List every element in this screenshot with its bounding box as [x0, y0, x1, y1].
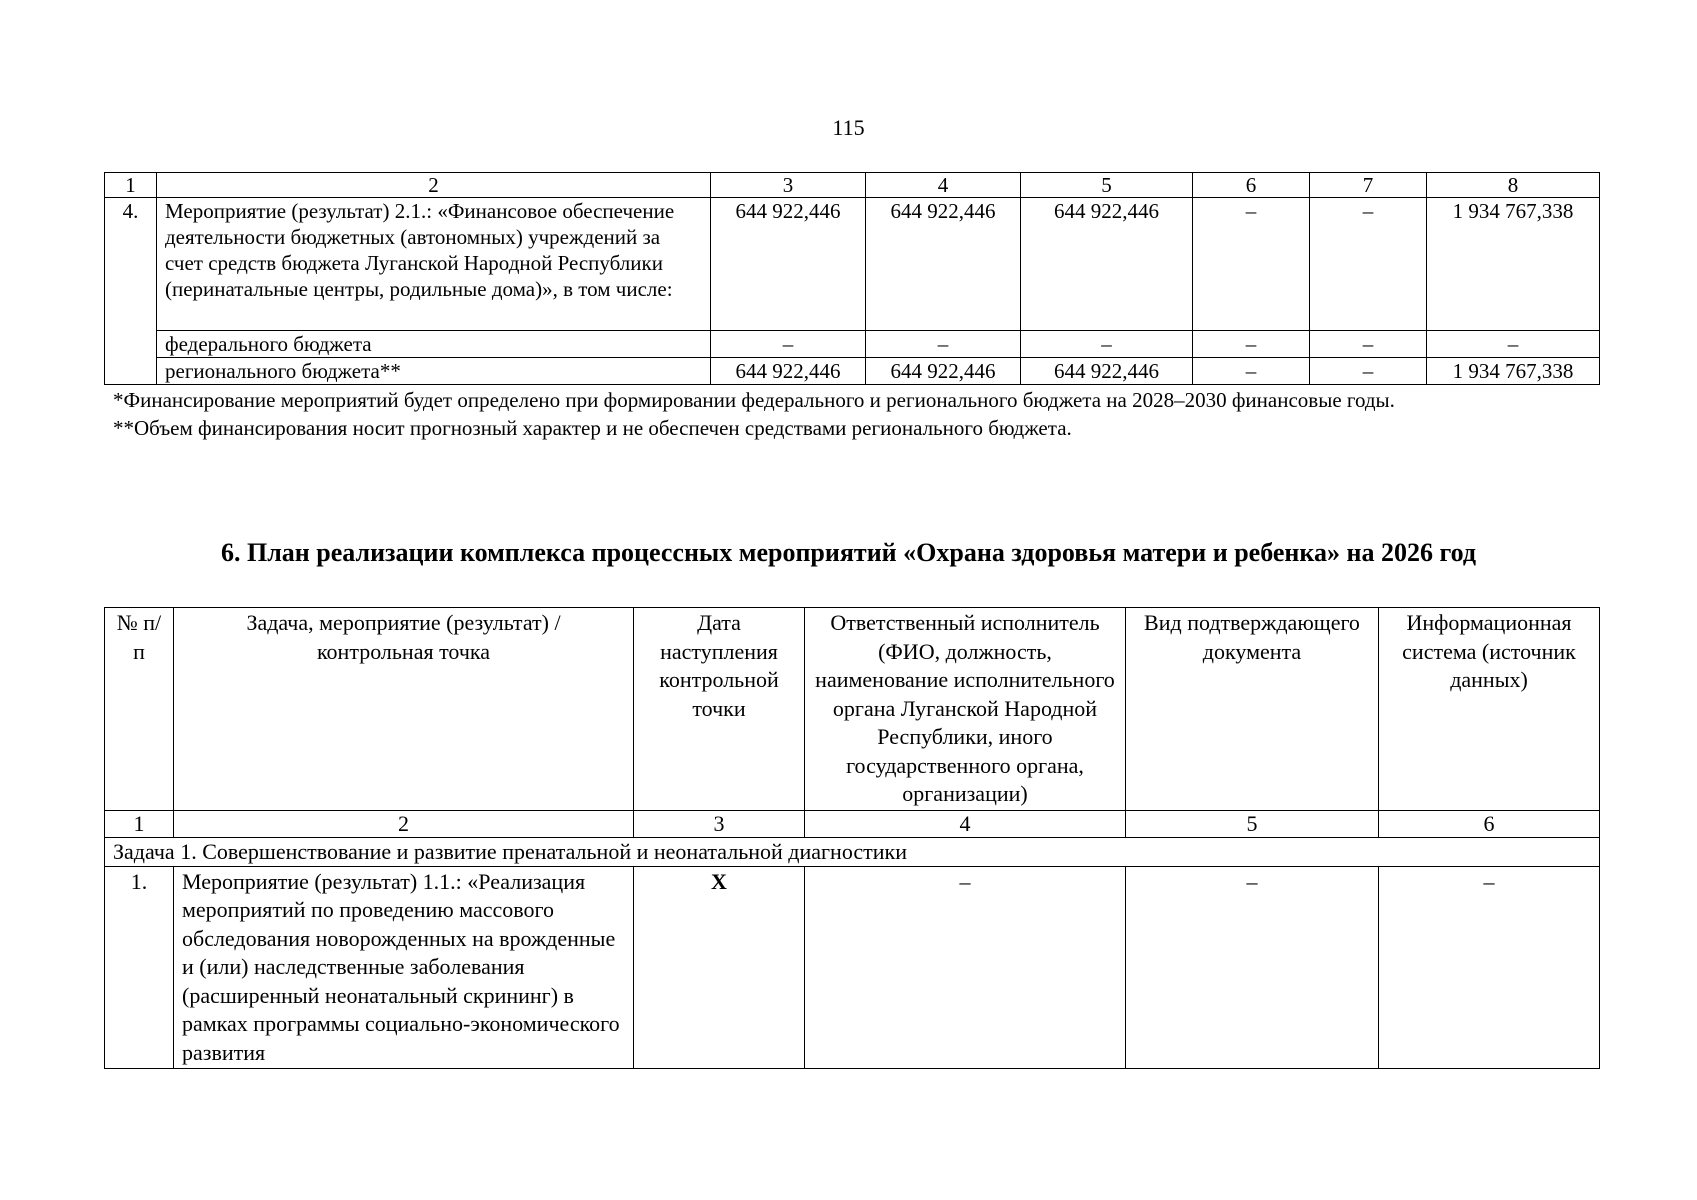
row-name: федерального бюджета: [157, 331, 711, 358]
footnote-2: **Объем финансирования носит прогнозный характер и не обеспечен средствами регионального бюджета.: [113, 416, 1072, 440]
row-value: –: [1193, 331, 1310, 358]
row-value: 644 922,446: [866, 198, 1021, 331]
row-value: –: [711, 331, 866, 358]
table-row: [105, 198, 1600, 331]
column-number: 5: [1126, 810, 1379, 837]
column-number: 6: [1379, 810, 1600, 837]
column-number: 5: [1021, 173, 1193, 198]
row-value: 644 922,446: [711, 198, 866, 331]
row-total: –: [1427, 331, 1600, 358]
row-document: –: [1126, 866, 1379, 1069]
header-date: Дата наступления контрольной точки: [634, 608, 805, 811]
row-system: –: [1379, 866, 1600, 1069]
column-number: 3: [711, 173, 866, 198]
row-value: 644 922,446: [1021, 358, 1193, 385]
section-title: 6. План реализации комплекса процессных мероприятий «Охрана здоровья матери и ребенка» на 2026 год: [220, 538, 1477, 567]
column-number: 4: [805, 810, 1126, 837]
table-header-row: [105, 608, 1600, 811]
task-title: Задача 1. Совершенствование и развитие пренатальной и неонатальной диагностики: [105, 837, 1600, 866]
task-row: [105, 837, 1600, 866]
funding-table-column-numbers: [105, 173, 1600, 198]
page-number: 115: [832, 115, 865, 140]
row-name: Мероприятие (результат) 2.1.: «Финансовое обеспечение деятельности бюджетных (автономных) учреждений за счет средств бюджета Луганской Народной Республики (перинатальные центры, родильные дома)», в том числе:: [157, 198, 711, 331]
row-value: –: [1193, 198, 1310, 331]
plan-table-column-numbers: [105, 810, 1600, 837]
header-number: № п/п: [105, 608, 174, 811]
column-number: 2: [157, 173, 711, 198]
row-date: X: [634, 866, 805, 1069]
column-number: 7: [1310, 173, 1427, 198]
header-task: Задача, мероприятие (результат) / контрольная точка: [174, 608, 634, 811]
row-value: 644 922,446: [1021, 198, 1193, 331]
row-value: –: [1021, 331, 1193, 358]
column-number: 8: [1427, 173, 1600, 198]
funding-table: [104, 172, 1600, 385]
row-total: 1 934 767,338: [1427, 198, 1600, 331]
row-name: Мероприятие (результат) 1.1.: «Реализация мероприятий по проведению массового обследования новорожденных на врожденные и (или) наследственные заболевания (расширенный неонатальный скрининг) в рамках программы социально-экономического развития: [174, 866, 634, 1069]
header-responsible: Ответственный исполнитель (ФИО, должность, наименование исполнительного органа Луганской Народной Республики, иного государственного органа, организации): [805, 608, 1126, 811]
row-value: 644 922,446: [866, 358, 1021, 385]
row-value: –: [1193, 358, 1310, 385]
row-value: –: [1310, 358, 1427, 385]
implementation-plan-table: [104, 607, 1600, 1069]
column-number: 3: [634, 810, 805, 837]
row-name: регионального бюджета**: [157, 358, 711, 385]
footnotes: [113, 386, 1591, 442]
column-number: 1: [105, 173, 157, 198]
row-number: 4.: [105, 198, 157, 385]
column-number: 6: [1193, 173, 1310, 198]
row-value: –: [1310, 198, 1427, 331]
header-document: Вид подтверждающего документа: [1126, 608, 1379, 811]
header-system: Информационная система (источник данных): [1379, 608, 1600, 811]
column-number: 4: [866, 173, 1021, 198]
table-row: [105, 358, 1600, 385]
footnote-1: *Финансирование мероприятий будет определено при формировании федерального и регионального бюджета на 2028–2030 финансовые годы.: [113, 388, 1395, 412]
row-total: 1 934 767,338: [1427, 358, 1600, 385]
row-value: –: [866, 331, 1021, 358]
row-value: 644 922,446: [711, 358, 866, 385]
row-value: –: [1310, 331, 1427, 358]
column-number: 1: [105, 810, 174, 837]
row-number: 1.: [105, 866, 174, 1069]
column-number: 2: [174, 810, 634, 837]
table-row: [105, 331, 1600, 358]
row-responsible: –: [805, 866, 1126, 1069]
table-row: [105, 866, 1600, 1069]
